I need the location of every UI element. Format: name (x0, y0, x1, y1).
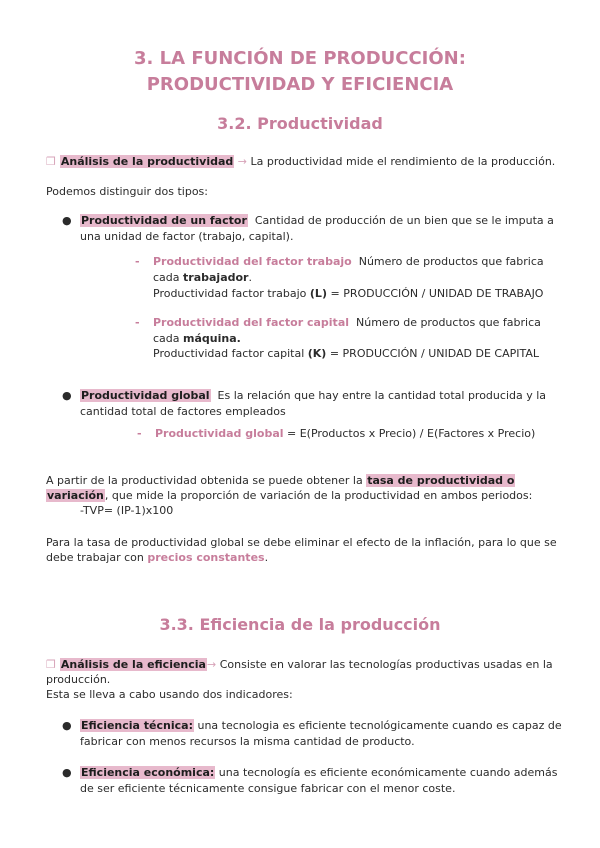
arrow-right-icon: → (206, 658, 220, 671)
tecnica-line-1 (80, 718, 562, 733)
section-heading-3-2: 3.2. Productividad (217, 114, 383, 133)
global-formula-text: = E(Productos x Precio) / E(Factores x Precio) (283, 427, 536, 440)
analysis-eficiencia-text-3: Esta se lleva a cabo usando dos indicadores: (46, 688, 293, 701)
dash-icon: - (135, 255, 140, 268)
capital-text-2a: cada (153, 332, 184, 345)
tecnica-text-2: fabricar con menos recursos la misma cantidad de producto. (80, 735, 415, 748)
page-title-line-2: PRODUCTIVIDAD Y EFICIENCIA (146, 74, 454, 95)
tasa-text-2: , que mide la proporción de variación de la productividad en ambos periodos: (104, 489, 533, 502)
checkbox-square-icon: ❒ (46, 658, 56, 671)
trabajo-formula (153, 286, 543, 301)
capital-formula-b: (K) (307, 347, 327, 360)
page-title-line-1: 3. LA FUNCIÓN DE PRODUCCIÓN: (134, 48, 466, 69)
trabajo-text-2c: . (248, 271, 252, 284)
inflacion-text-2a: debe trabajar con (46, 551, 148, 564)
capital-formula-a: Productividad factor capital (153, 347, 308, 360)
trabajo-text-2a: cada (153, 271, 184, 284)
factor-text-2: una unidad de factor (trabajo, capital). (80, 230, 294, 243)
tasa-line-2 (46, 488, 532, 503)
analysis-productividad-label: Análisis de la productividad (60, 155, 234, 168)
factor-text-1: Cantidad de producción de un bien que se le imputa a (254, 214, 554, 227)
global-text-1: Es la relación que hay entre la cantidad total producida y la (217, 389, 547, 402)
intro-text: Podemos distinguir dos tipos: (46, 185, 208, 198)
tecnica-label: Eficiencia técnica: (81, 719, 193, 732)
capital-formula-c: = PRODUCCIÓN / UNIDAD DE CAPITAL (326, 347, 540, 360)
section-heading-3-3: 3.3. Eficiencia de la producción (159, 615, 441, 634)
analysis-eficiencia-text-2: producción. (46, 673, 111, 686)
arrow-right-icon: → (234, 155, 251, 168)
capital-formula (153, 346, 539, 361)
tasa-formula: -TVP= (IP-1)x100 (80, 504, 174, 517)
trabajo-formula-b: (L) (309, 287, 327, 300)
tasa-highlight-1: tasa de productividad o (367, 474, 515, 487)
analysis-eficiencia-text-1: Consiste en valorar las tecnologías productivas usadas en la (219, 658, 553, 671)
analysis-eficiencia-line (46, 657, 553, 672)
dash-icon: - (137, 427, 142, 440)
analysis-productividad-line (46, 154, 555, 169)
analysis-eficiencia-label: Análisis de la eficiencia (60, 658, 206, 671)
tasa-text-1: A partir de la productividad obtenida se puede obtener la (46, 474, 367, 487)
factor-line-1 (80, 213, 554, 228)
bullet-icon: ● (62, 214, 72, 227)
capital-text-1: Número de productos que fabrica (356, 316, 541, 329)
analysis-productividad-text: La productividad mide el rendimiento de la producción. (250, 155, 556, 168)
global-formula-label: Productividad global (155, 427, 284, 440)
trabajo-formula-a: Productividad factor trabajo (153, 287, 310, 300)
inflacion-text-2c: . (264, 551, 269, 564)
capital-line-1 (153, 315, 541, 330)
trabajo-text-1: Número de productos que fabrica (358, 255, 544, 268)
global-line-1 (80, 388, 546, 403)
global-formula (155, 426, 535, 441)
checkbox-square-icon: ❒ (46, 155, 56, 168)
trabajo-line-2 (153, 270, 252, 285)
capital-label: Productividad del factor capital (153, 316, 350, 329)
tasa-line-1 (46, 473, 515, 488)
trabajo-line-1 (153, 254, 544, 269)
global-label: Productividad global (81, 389, 210, 402)
dash-icon: - (135, 316, 140, 329)
capital-line-2 (153, 331, 241, 346)
trabajo-formula-c: = PRODUCCIÓN / UNIDAD DE TRABAJO (326, 287, 544, 300)
economica-line-1 (80, 765, 557, 780)
inflacion-text-2b: precios constantes (147, 551, 265, 564)
bullet-icon: ● (62, 719, 72, 732)
global-text-2: cantidad total de factores empleados (80, 405, 286, 418)
bullet-icon: ● (62, 766, 72, 779)
inflacion-text-1: Para la tasa de productividad global se debe eliminar el efecto de la inflación, para lo que se (46, 536, 557, 549)
capital-text-2b: máquina. (183, 332, 241, 345)
economica-label: Eficiencia económica: (81, 766, 215, 779)
tasa-highlight-2: variación (47, 489, 104, 502)
trabajo-label: Productividad del factor trabajo (153, 255, 352, 268)
inflacion-line-2 (46, 550, 268, 565)
economica-text-2: de ser eficiente técnicamente consigue fabricar con el menor coste. (80, 782, 456, 795)
tecnica-text-1: una tecnologia es eficiente tecnológicamente cuando es capaz de (193, 719, 562, 732)
factor-label: Productividad de un factor (81, 214, 247, 227)
trabajo-text-2b: trabajador (183, 271, 249, 284)
economica-text-1: una tecnología es eficiente económicamente cuando además (215, 766, 558, 779)
bullet-icon: ● (62, 389, 72, 402)
